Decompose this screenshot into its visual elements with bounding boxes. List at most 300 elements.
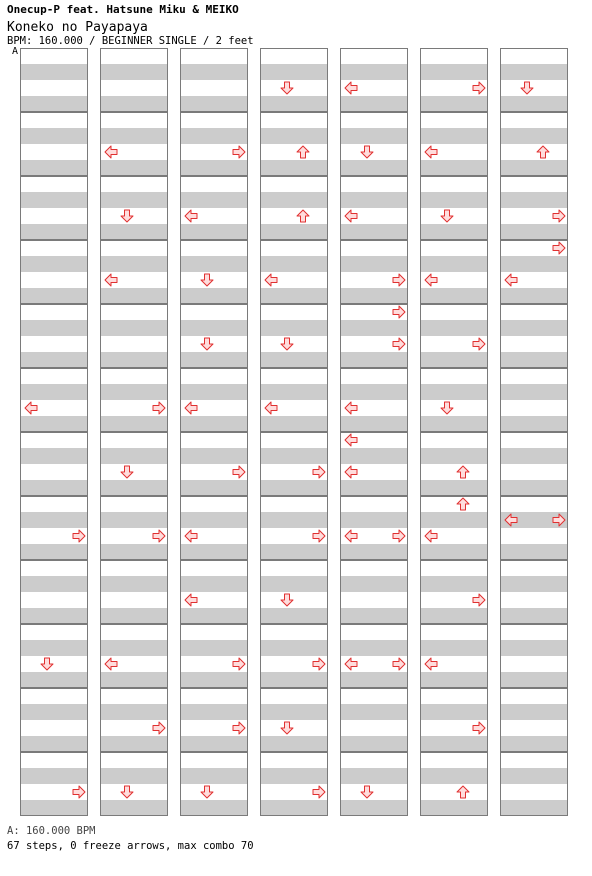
measure xyxy=(100,688,168,752)
beat-band xyxy=(101,704,167,720)
measure xyxy=(260,240,328,304)
beat-band xyxy=(181,192,247,208)
beat-band xyxy=(501,640,567,656)
beat-band xyxy=(261,480,327,496)
beat-band xyxy=(181,704,247,720)
beat-band xyxy=(21,320,87,336)
measure xyxy=(500,176,568,240)
beat-band xyxy=(341,704,407,720)
beat-band xyxy=(501,384,567,400)
beat-band xyxy=(181,608,247,624)
right-arrow-icon xyxy=(232,465,246,479)
beat-band xyxy=(101,768,167,784)
beat-band xyxy=(421,576,487,592)
beat-band xyxy=(501,608,567,624)
measure xyxy=(340,368,408,432)
measure xyxy=(340,112,408,176)
beat-band xyxy=(261,192,327,208)
chart-column xyxy=(340,48,408,816)
measure xyxy=(260,624,328,688)
beat-band xyxy=(501,352,567,368)
beat-band xyxy=(181,800,247,816)
beat-band xyxy=(341,384,407,400)
down-arrow-icon xyxy=(120,209,134,223)
beat-band xyxy=(181,768,247,784)
measure xyxy=(20,48,88,112)
measure xyxy=(500,368,568,432)
left-arrow-icon xyxy=(264,401,278,415)
measure xyxy=(100,496,168,560)
beat-band xyxy=(341,736,407,752)
beat-band xyxy=(341,768,407,784)
beat-band xyxy=(101,352,167,368)
beat-band xyxy=(181,672,247,688)
measure xyxy=(100,432,168,496)
beat-band xyxy=(101,128,167,144)
beat-band xyxy=(421,512,487,528)
left-arrow-icon xyxy=(104,273,118,287)
song-title: Koneko no Payapaya xyxy=(7,20,148,35)
measure xyxy=(20,304,88,368)
right-arrow-icon xyxy=(552,209,566,223)
measure xyxy=(420,496,488,560)
beat-band xyxy=(501,544,567,560)
right-arrow-icon xyxy=(152,721,166,735)
beat-band xyxy=(261,736,327,752)
left-arrow-icon xyxy=(184,529,198,543)
beat-band xyxy=(181,352,247,368)
beat-band xyxy=(101,256,167,272)
measure xyxy=(260,752,328,816)
beat-band xyxy=(181,160,247,176)
beat-band xyxy=(341,160,407,176)
measure xyxy=(340,688,408,752)
beat-band xyxy=(21,352,87,368)
beat-band xyxy=(421,384,487,400)
left-arrow-icon xyxy=(184,209,198,223)
measure xyxy=(420,176,488,240)
beat-band xyxy=(21,672,87,688)
beat-band xyxy=(261,288,327,304)
beat-band xyxy=(181,736,247,752)
beat-band xyxy=(261,384,327,400)
measure xyxy=(500,112,568,176)
beat-band xyxy=(261,128,327,144)
beat-band xyxy=(421,544,487,560)
right-arrow-icon xyxy=(152,401,166,415)
beat-band xyxy=(261,224,327,240)
up-arrow-icon xyxy=(456,465,470,479)
up-arrow-icon xyxy=(296,209,310,223)
measure xyxy=(100,368,168,432)
beat-band xyxy=(421,288,487,304)
beat-band xyxy=(261,416,327,432)
beat-band xyxy=(341,128,407,144)
beat-band xyxy=(181,256,247,272)
right-arrow-icon xyxy=(312,529,326,543)
beat-band xyxy=(421,672,487,688)
down-arrow-icon xyxy=(200,785,214,799)
measure xyxy=(340,304,408,368)
beat-band xyxy=(101,736,167,752)
measure xyxy=(260,304,328,368)
beat-band xyxy=(181,128,247,144)
beat-band xyxy=(101,288,167,304)
up-arrow-icon xyxy=(536,145,550,159)
measure xyxy=(20,112,88,176)
beat-band xyxy=(181,480,247,496)
measure xyxy=(100,624,168,688)
beat-band xyxy=(501,224,567,240)
measure xyxy=(340,560,408,624)
down-arrow-icon xyxy=(360,785,374,799)
left-arrow-icon xyxy=(184,401,198,415)
beat-band xyxy=(261,544,327,560)
right-arrow-icon xyxy=(232,657,246,671)
beat-band xyxy=(501,192,567,208)
measure xyxy=(500,496,568,560)
step-stats: 67 steps, 0 freeze arrows, max combo 70 xyxy=(7,840,254,852)
left-arrow-icon xyxy=(344,401,358,415)
beat-band xyxy=(101,480,167,496)
beat-band xyxy=(21,768,87,784)
beat-band xyxy=(341,672,407,688)
beat-band xyxy=(421,64,487,80)
measure xyxy=(260,496,328,560)
beat-band xyxy=(101,512,167,528)
beat-band xyxy=(181,288,247,304)
beat-band xyxy=(421,480,487,496)
down-arrow-icon xyxy=(440,209,454,223)
right-arrow-icon xyxy=(312,657,326,671)
beat-band xyxy=(341,192,407,208)
left-arrow-icon xyxy=(104,145,118,159)
measure xyxy=(420,112,488,176)
measure xyxy=(20,432,88,496)
beat-band xyxy=(501,672,567,688)
measure xyxy=(260,368,328,432)
measure xyxy=(20,240,88,304)
measure xyxy=(420,240,488,304)
chart-meta: BPM: 160.000 / BEGINNER SINGLE / 2 feet xyxy=(7,35,254,47)
bpm-legend: A: 160.000 BPM xyxy=(7,825,96,837)
beat-band xyxy=(501,800,567,816)
beat-band xyxy=(21,480,87,496)
measure xyxy=(420,752,488,816)
left-arrow-icon xyxy=(504,273,518,287)
measure xyxy=(180,112,248,176)
beat-band xyxy=(101,224,167,240)
measure xyxy=(100,240,168,304)
beat-band xyxy=(341,544,407,560)
beat-band xyxy=(101,576,167,592)
beat-band xyxy=(181,96,247,112)
measure xyxy=(20,176,88,240)
beat-band xyxy=(181,64,247,80)
beat-band xyxy=(341,480,407,496)
measure xyxy=(420,368,488,432)
right-arrow-icon xyxy=(152,529,166,543)
beat-band xyxy=(341,96,407,112)
beat-band xyxy=(181,384,247,400)
measure xyxy=(420,432,488,496)
beat-band xyxy=(101,384,167,400)
measure xyxy=(100,304,168,368)
beat-band xyxy=(261,800,327,816)
measure xyxy=(20,368,88,432)
down-arrow-icon xyxy=(280,593,294,607)
measure xyxy=(100,112,168,176)
beat-band xyxy=(261,256,327,272)
up-arrow-icon xyxy=(296,145,310,159)
beat-band xyxy=(21,128,87,144)
measure xyxy=(420,560,488,624)
chart-column xyxy=(20,48,88,816)
beat-band xyxy=(21,64,87,80)
beat-band xyxy=(421,768,487,784)
beat-band xyxy=(21,576,87,592)
beat-band xyxy=(421,736,487,752)
beat-band xyxy=(21,640,87,656)
measure xyxy=(500,48,568,112)
beat-band xyxy=(181,224,247,240)
chart-column xyxy=(100,48,168,816)
beat-band xyxy=(261,160,327,176)
beat-band xyxy=(261,320,327,336)
down-arrow-icon xyxy=(120,465,134,479)
measure xyxy=(500,688,568,752)
beat-band xyxy=(261,608,327,624)
beat-band xyxy=(181,544,247,560)
beat-band xyxy=(21,192,87,208)
beat-band xyxy=(421,224,487,240)
beat-band xyxy=(421,448,487,464)
beat-band xyxy=(501,416,567,432)
bpm-marker: A xyxy=(12,46,19,57)
measure xyxy=(340,624,408,688)
measure xyxy=(100,176,168,240)
down-arrow-icon xyxy=(280,337,294,351)
beat-band xyxy=(101,320,167,336)
right-arrow-icon xyxy=(472,81,486,95)
beat-band xyxy=(21,512,87,528)
measure xyxy=(260,112,328,176)
right-arrow-icon xyxy=(392,657,406,671)
beat-band xyxy=(261,704,327,720)
beat-band xyxy=(501,256,567,272)
beat-band xyxy=(341,512,407,528)
measure xyxy=(500,304,568,368)
beat-band xyxy=(261,672,327,688)
left-arrow-icon xyxy=(344,529,358,543)
beat-band xyxy=(101,672,167,688)
measure xyxy=(20,624,88,688)
beat-band xyxy=(21,384,87,400)
left-arrow-icon xyxy=(104,657,118,671)
beat-band xyxy=(421,352,487,368)
beat-band xyxy=(21,448,87,464)
beat-band xyxy=(21,704,87,720)
measure xyxy=(260,560,328,624)
beat-band xyxy=(21,416,87,432)
down-arrow-icon xyxy=(520,81,534,95)
beat-band xyxy=(501,128,567,144)
beat-band xyxy=(101,640,167,656)
chart-column xyxy=(260,48,328,816)
measure xyxy=(420,304,488,368)
left-arrow-icon xyxy=(424,145,438,159)
beat-band xyxy=(341,448,407,464)
beat-band xyxy=(341,608,407,624)
measure xyxy=(500,624,568,688)
beat-band xyxy=(261,352,327,368)
beat-band xyxy=(341,288,407,304)
beat-band xyxy=(101,96,167,112)
measure xyxy=(420,624,488,688)
down-arrow-icon xyxy=(120,785,134,799)
measure xyxy=(20,688,88,752)
measure xyxy=(180,304,248,368)
measure xyxy=(180,688,248,752)
right-arrow-icon xyxy=(392,529,406,543)
right-arrow-icon xyxy=(232,145,246,159)
chart-column xyxy=(420,48,488,816)
measure xyxy=(100,48,168,112)
beat-band xyxy=(341,416,407,432)
beat-band xyxy=(501,320,567,336)
down-arrow-icon xyxy=(280,721,294,735)
beat-band xyxy=(101,544,167,560)
beat-band xyxy=(21,224,87,240)
song-artist: Onecup-P feat. Hatsune Miku & MEIKO xyxy=(7,3,239,16)
beat-band xyxy=(181,640,247,656)
beat-band xyxy=(101,800,167,816)
left-arrow-icon xyxy=(344,81,358,95)
left-arrow-icon xyxy=(424,657,438,671)
measure xyxy=(180,624,248,688)
beat-band xyxy=(341,576,407,592)
beat-band xyxy=(501,64,567,80)
measure xyxy=(340,496,408,560)
measure xyxy=(180,48,248,112)
beat-band xyxy=(341,640,407,656)
beat-band xyxy=(421,608,487,624)
beat-band xyxy=(501,768,567,784)
left-arrow-icon xyxy=(504,513,518,527)
beat-band xyxy=(21,96,87,112)
right-arrow-icon xyxy=(392,273,406,287)
measure xyxy=(20,560,88,624)
up-arrow-icon xyxy=(456,497,470,511)
chart-column xyxy=(500,48,568,816)
beat-band xyxy=(21,160,87,176)
measure xyxy=(180,560,248,624)
right-arrow-icon xyxy=(552,513,566,527)
down-arrow-icon xyxy=(200,337,214,351)
beat-band xyxy=(101,448,167,464)
measure xyxy=(500,752,568,816)
measure xyxy=(500,240,568,304)
beat-band xyxy=(501,160,567,176)
beat-band xyxy=(341,224,407,240)
up-arrow-icon xyxy=(456,785,470,799)
down-arrow-icon xyxy=(360,145,374,159)
beat-band xyxy=(261,768,327,784)
measure xyxy=(260,176,328,240)
measure xyxy=(500,560,568,624)
beat-band xyxy=(341,320,407,336)
beat-band xyxy=(421,320,487,336)
beat-band xyxy=(261,448,327,464)
left-arrow-icon xyxy=(184,593,198,607)
down-arrow-icon xyxy=(280,81,294,95)
beat-band xyxy=(21,800,87,816)
beat-band xyxy=(421,160,487,176)
beat-band xyxy=(501,576,567,592)
beat-band xyxy=(261,96,327,112)
left-arrow-icon xyxy=(344,209,358,223)
measure xyxy=(420,688,488,752)
right-arrow-icon xyxy=(72,529,86,543)
beat-band xyxy=(421,416,487,432)
beat-band xyxy=(261,640,327,656)
left-arrow-icon xyxy=(424,273,438,287)
beat-band xyxy=(341,800,407,816)
measure xyxy=(180,240,248,304)
beat-band xyxy=(421,192,487,208)
measure xyxy=(180,432,248,496)
down-arrow-icon xyxy=(200,273,214,287)
beat-band xyxy=(341,256,407,272)
measure xyxy=(180,176,248,240)
beat-band xyxy=(501,736,567,752)
right-arrow-icon xyxy=(392,337,406,351)
measure xyxy=(260,48,328,112)
right-arrow-icon xyxy=(72,785,86,799)
beat-band xyxy=(501,96,567,112)
measure xyxy=(180,752,248,816)
measure xyxy=(340,48,408,112)
measure xyxy=(180,368,248,432)
measure xyxy=(340,752,408,816)
beat-band xyxy=(501,480,567,496)
chart-column xyxy=(180,48,248,816)
right-arrow-icon xyxy=(472,593,486,607)
measure xyxy=(20,496,88,560)
beat-band xyxy=(501,448,567,464)
beat-band xyxy=(421,96,487,112)
measure xyxy=(340,176,408,240)
down-arrow-icon xyxy=(40,657,54,671)
right-arrow-icon xyxy=(472,721,486,735)
beat-band xyxy=(101,608,167,624)
left-arrow-icon xyxy=(344,657,358,671)
left-arrow-icon xyxy=(344,433,358,447)
measure xyxy=(420,48,488,112)
beat-band xyxy=(501,704,567,720)
beat-band xyxy=(181,512,247,528)
beat-band xyxy=(421,128,487,144)
beat-band xyxy=(21,288,87,304)
right-arrow-icon xyxy=(232,721,246,735)
down-arrow-icon xyxy=(440,401,454,415)
measure xyxy=(340,240,408,304)
beat-band xyxy=(21,256,87,272)
beat-band xyxy=(181,576,247,592)
measure xyxy=(340,432,408,496)
measure xyxy=(100,752,168,816)
beat-band xyxy=(421,256,487,272)
